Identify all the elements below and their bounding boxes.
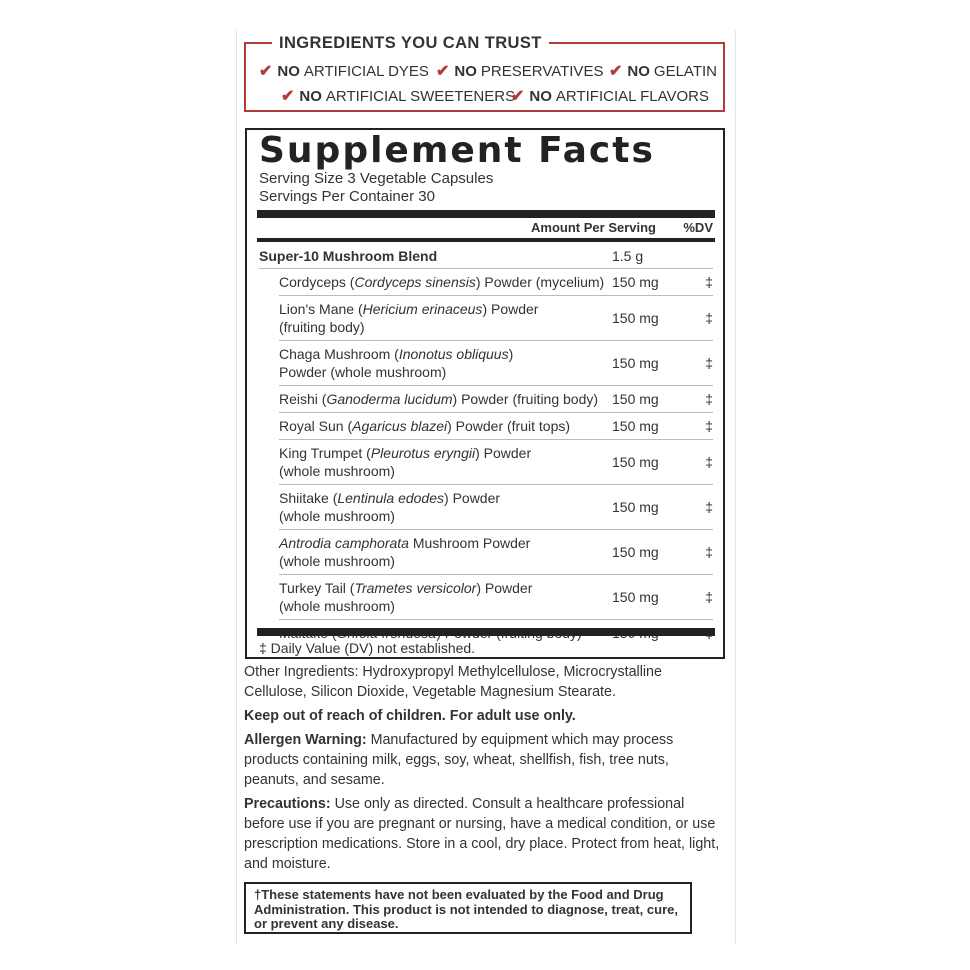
- blend-name: Super-10 Mushroom Blend: [259, 248, 438, 264]
- thick-divider-bottom: [257, 628, 715, 636]
- trust-item: ✔ NO ARTIFICIAL DYES: [259, 62, 429, 80]
- supplement-facts-title: Supplement Facts: [259, 130, 655, 171]
- ingredient-amount: 150 mg: [612, 589, 659, 605]
- ingredient-amount: 150 mg: [612, 544, 659, 560]
- ingredient-name: King Trumpet (Pleurotus eryngii) Powder (whole mushroom): [279, 445, 532, 479]
- allergen-warning: Allergen Warning: Manufactured by equipment which may process products containing milk, eggs, soy, wheat, shellfish, fish, tree nuts, peanuts, and sesame.: [244, 732, 674, 788]
- servings-per-container: Servings Per Container 30: [259, 188, 435, 205]
- table-row: [279, 440, 713, 485]
- ingredient-amount: 150 mg: [612, 391, 659, 407]
- ingredients-trust-box: [244, 34, 725, 112]
- ingredient-dv: ‡: [705, 589, 713, 605]
- fda-disclaimer: †These statements have not been evaluated by the Food and Drug Administration. This product is not intended to diagnose, treat, cure, or prevent any disease.: [244, 882, 692, 934]
- keep-out-warning: Keep out of reach of children. For adult use only.: [244, 708, 576, 724]
- product-label-panel: [236, 30, 736, 944]
- ingredient-name: Reishi (Ganoderma lucidum) Powder (fruiting body): [279, 391, 599, 407]
- serving-size: Serving Size 3 Vegetable Capsules: [259, 170, 494, 187]
- table-row: [279, 386, 713, 413]
- blend-amount: 1.5 g: [612, 248, 644, 264]
- table-row: [279, 269, 713, 296]
- amount-per-serving-header: Amount Per Serving: [531, 220, 656, 235]
- ingredient-name: Royal Sun (Agaricus blazei) Powder (fruit tops): [279, 418, 571, 434]
- blend-row: [259, 244, 713, 269]
- trust-item: ✔ NO GELATIN: [609, 62, 717, 80]
- thick-divider: [257, 210, 715, 218]
- ingredient-dv: ‡: [705, 310, 713, 326]
- trust-item: ✔ NO PRESERVATIVES: [436, 62, 604, 80]
- check-mark-icon: ✔: [609, 63, 623, 80]
- ingredient-amount: 150 mg: [612, 499, 659, 515]
- trust-title: INGREDIENTS YOU CAN TRUST: [272, 34, 549, 53]
- facts-rows: [259, 244, 713, 646]
- table-row: [279, 296, 713, 341]
- check-mark-icon: ✔: [511, 88, 525, 105]
- ingredient-dv: ‡: [705, 355, 713, 371]
- ingredient-name: Cordyceps (Cordyceps sinensis) Powder (mycelium): [279, 274, 605, 290]
- trust-item: ✔ NO ARTIFICIAL FLAVORS: [511, 87, 709, 105]
- supplement-facts-box: [245, 128, 725, 659]
- other-ingredients: Other Ingredients: Hydroxypropyl Methylcellulose, Microcrystalline Cellulose, Silicon Dioxide, Vegetable Magnesium Stearate.: [244, 664, 662, 700]
- check-mark-icon: ✔: [259, 63, 273, 80]
- trust-item: ✔ NO ARTIFICIAL SWEETENERS: [281, 87, 516, 105]
- dv-footnote: ‡ Daily Value (DV) not established.: [259, 640, 476, 656]
- ingredient-dv: ‡: [705, 544, 713, 560]
- table-row: [279, 530, 713, 575]
- ingredient-dv: ‡: [705, 274, 713, 290]
- table-row: [279, 575, 713, 620]
- ingredient-name: Shiitake (Lentinula edodes) Powder (whole mushroom): [279, 490, 501, 524]
- ingredient-dv: ‡: [705, 418, 713, 434]
- medium-divider: [257, 238, 715, 242]
- ingredient-name: Turkey Tail (Trametes versicolor) Powder (whole mushroom): [279, 580, 533, 614]
- ingredient-name: Chaga Mushroom (Inonotus obliquus) Powder (whole mushroom): [279, 346, 514, 380]
- table-row: [279, 413, 713, 440]
- ingredient-name: Lion's Mane (Hericium erinaceus) Powder (fruiting body): [279, 301, 539, 335]
- table-row: [279, 341, 713, 386]
- ingredient-amount: 150 mg: [612, 418, 659, 434]
- ingredient-amount: 150 mg: [612, 274, 659, 290]
- ingredient-dv: ‡: [705, 454, 713, 470]
- precautions: Precautions: Use only as directed. Consult a healthcare professional before use if you are pregnant or nursing, have a medical condition, or use prescription medications. Store in a cool, dry place. Protect from heat, light, and moisture.: [244, 796, 720, 872]
- check-mark-icon: ✔: [436, 63, 450, 80]
- facts-header: [259, 220, 713, 240]
- ingredient-name: Antrodia camphorata Mushroom Powder (whole mushroom): [279, 535, 531, 569]
- ingredient-amount: 150 mg: [612, 355, 659, 371]
- ingredient-dv: ‡: [705, 391, 713, 407]
- table-row: [279, 485, 713, 530]
- ingredient-dv: ‡: [705, 499, 713, 515]
- ingredient-amount: 150 mg: [612, 310, 659, 326]
- check-mark-icon: ✔: [281, 88, 295, 105]
- ingredient-amount: 150 mg: [612, 454, 659, 470]
- dv-header: %DV: [683, 220, 713, 235]
